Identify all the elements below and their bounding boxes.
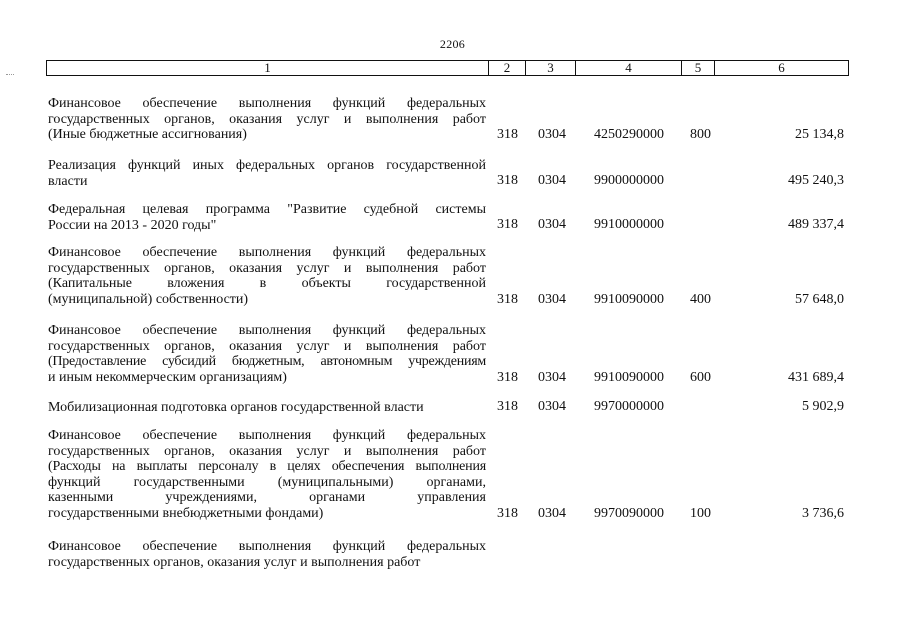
desc-line: государственных органов, оказания услуг и выполнения работ	[48, 443, 486, 459]
header-col-5: 5	[682, 61, 715, 76]
desc-line: государственных органов, оказания услуг и выполнения работ	[48, 111, 486, 127]
cell-vr: 400	[690, 292, 711, 308]
header-col-6: 6	[715, 61, 849, 76]
desc-line: государственных органов, оказания услуг и выполнения работ	[48, 554, 421, 570]
cell-sum: 431 689,4	[788, 370, 844, 386]
header-col-3: 3	[526, 61, 576, 76]
desc-line: (Предоставление субсидий бюджетным, автономным учреждениям	[48, 354, 486, 370]
desc-line: государственных органов, оказания услуг и выполнения работ	[48, 260, 486, 276]
cell-ved: 318	[497, 370, 518, 386]
desc-line: (Капитальные вложения в объекты государственной	[48, 276, 486, 292]
cell-csr: 4250290000	[594, 127, 664, 143]
header-col-2: 2	[489, 61, 526, 76]
desc-line: Финансовое обеспечение выполнения функций федеральных	[48, 539, 486, 554]
cell-rz: 0304	[538, 127, 566, 143]
cell-sum: 5 902,9	[802, 399, 844, 415]
desc-line: государственных органов, оказания услуг и выполнения работ	[48, 338, 486, 354]
desc-line: России на 2013 - 2020 годы"	[48, 217, 217, 233]
cell-csr: 9910090000	[594, 370, 664, 386]
cell-rz: 0304	[538, 173, 566, 189]
desc-line: Федеральная целевая программа "Развитие судебной системы	[48, 202, 486, 217]
desc-line: функций государственными (муниципальными) органами,	[48, 474, 486, 490]
cell-ved: 318	[497, 173, 518, 189]
desc-line: власти	[48, 173, 88, 189]
cell-ved: 318	[497, 399, 518, 415]
cell-vr: 600	[690, 370, 711, 386]
cell-ved: 318	[497, 292, 518, 308]
cell-ved: 318	[497, 217, 518, 233]
cell-rz: 0304	[538, 217, 566, 233]
desc-line: казенными учреждениями, органами управления	[48, 490, 486, 506]
cell-sum: 489 337,4	[788, 217, 844, 233]
desc-line: (Расходы на выплаты персоналу в целях обеспечения выполнения	[48, 459, 486, 475]
cell-csr: 9910000000	[594, 217, 664, 233]
cell-rz: 0304	[538, 506, 566, 522]
desc-line: и иным некоммерческим организациям)	[48, 369, 287, 385]
desc-line: Финансовое обеспечение выполнения функций федеральных	[48, 96, 486, 111]
desc-line: Реализация функций иных федеральных органов государственной	[48, 158, 486, 173]
cell-ved: 318	[497, 127, 518, 143]
desc-line: Мобилизационная подготовка органов государственной власти	[48, 400, 424, 415]
cell-rz: 0304	[538, 370, 566, 386]
cell-ved: 318	[497, 506, 518, 522]
desc-line: Финансовое обеспечение выполнения функций федеральных	[48, 323, 486, 338]
cell-sum: 57 648,0	[795, 292, 844, 308]
desc-line: (муниципальной) собственности)	[48, 291, 249, 307]
cell-sum: 495 240,3	[788, 173, 844, 189]
page-number: 2206	[439, 37, 466, 51]
cell-rz: 0304	[538, 399, 566, 415]
cell-rz: 0304	[538, 292, 566, 308]
cell-vr: 100	[690, 506, 711, 522]
cell-csr: 9900000000	[594, 173, 664, 189]
cell-csr: 9970000000	[594, 399, 664, 415]
header-col-1: 1	[47, 61, 489, 76]
desc-line: государственными внебюджетными фондами)	[48, 505, 324, 521]
cell-vr: 800	[690, 127, 711, 143]
header-col-4: 4	[576, 61, 682, 76]
cell-sum: 3 736,6	[802, 506, 844, 522]
cell-sum: 25 134,8	[795, 127, 844, 143]
desc-line: (Иные бюджетные ассигнования)	[48, 127, 247, 143]
cell-csr: 9910090000	[594, 292, 664, 308]
desc-line: Финансовое обеспечение выполнения функций федеральных	[48, 428, 486, 443]
row-description	[48, 539, 486, 570]
desc-line: Финансовое обеспечение выполнения функций федеральных	[48, 245, 486, 260]
cell-csr: 9970090000	[594, 506, 664, 522]
